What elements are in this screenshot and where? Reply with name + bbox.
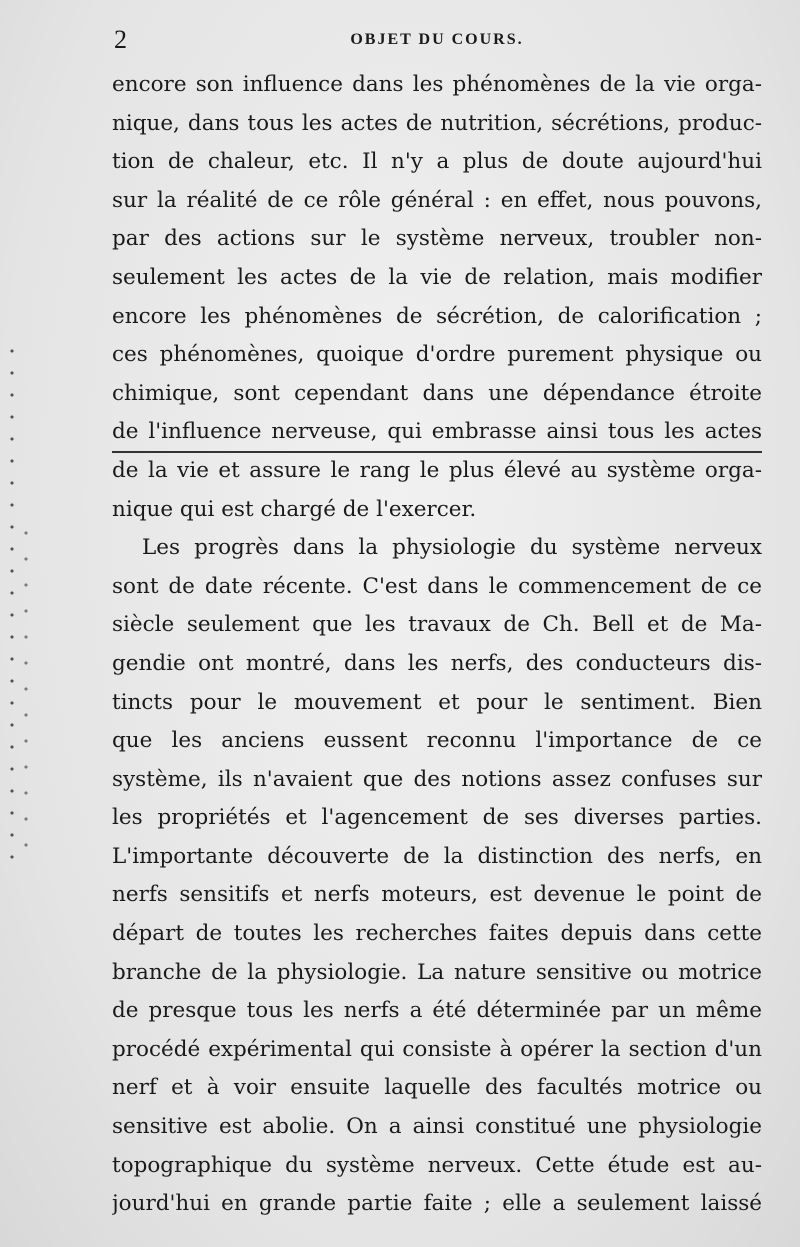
text-line: Les progrès dans la physiologie du système nerveux — [142, 535, 762, 561]
text-line: sensitive est abolie. On a ainsi constitué une physiologie — [112, 1114, 762, 1140]
text-line: chimique, sont cependant dans une dépendance étroite — [112, 380, 762, 406]
text-line: jourd'hui en grande partie faite ; elle a seulement laissé — [112, 1191, 762, 1217]
page-header — [112, 22, 762, 58]
text-line: procédé expérimental qui consiste à opérer la section d'un — [112, 1036, 762, 1062]
text-line: nerfs sensitifs et nerfs moteurs, est devenue le point de — [112, 882, 762, 908]
text-line: tion de chaleur, etc. Il n'y a plus de doute aujourd'hui — [112, 149, 762, 175]
text-line: départ de toutes les recherches faites depuis dans cette — [112, 921, 762, 947]
binding-dots — [6, 340, 18, 860]
text-line: seulement les actes de la vie de relation, mais modifier — [112, 264, 762, 290]
body-text — [112, 66, 762, 1224]
text-line: nique qui est chargé de l'exercer. — [112, 496, 477, 522]
text-line: par des actions sur le système nerveux, troubler non- — [112, 226, 762, 252]
running-head: OBJET DU COURS. — [350, 31, 524, 48]
page-number: 2 — [114, 25, 127, 54]
text-line: encore son influence dans les phénomènes de la vie orga- — [112, 72, 762, 97]
text-line: encore les phénomènes de sécrétion, de calorification ; — [112, 303, 762, 329]
text-line: gendie ont montré, dans les nerfs, des conducteurs dis- — [112, 650, 762, 676]
text-line: branche de la physiologie. La nature sensitive ou motrice — [112, 959, 762, 985]
text-line: sur la réalité de ce rôle général : en effet, nous pouvons, — [112, 187, 762, 213]
binding-dots-secondary — [20, 520, 32, 850]
text-line: de presque tous les nerfs a été déterminée par un même — [112, 998, 762, 1024]
text-line: L'importante découverte de la distinction des nerfs, en — [112, 843, 762, 869]
text-line: système, ils n'avaient que des notions assez confuses sur — [112, 766, 762, 792]
text-line: tincts pour le mouvement et pour le sentiment. Bien — [112, 689, 762, 715]
text-line: les propriétés et l'agencement de ses diverses parties. — [112, 805, 762, 831]
text-line: de la vie et assure le rang le plus élevé au système orga- — [112, 457, 762, 483]
text-line: sont de date récente. C'est dans le commencement de ce — [112, 573, 762, 599]
text-line: topographique du système nerveux. Cette étude est au- — [112, 1152, 762, 1178]
text-line: ces phénomènes, quoique d'ordre purement physique ou — [112, 342, 762, 368]
text-line: nique, dans tous les actes de nutrition, sécrétions, produc- — [112, 110, 762, 136]
text-line: nerf et à voir ensuite laquelle des facultés motrice ou — [112, 1075, 762, 1101]
text-line: de l'influence nerveuse, qui embrasse ainsi tous les actes — [112, 419, 762, 445]
text-line: que les anciens eussent reconnu l'importance de ce — [112, 728, 762, 754]
text-line: siècle seulement que les travaux de Ch. Bell et de Ma- — [112, 612, 762, 638]
